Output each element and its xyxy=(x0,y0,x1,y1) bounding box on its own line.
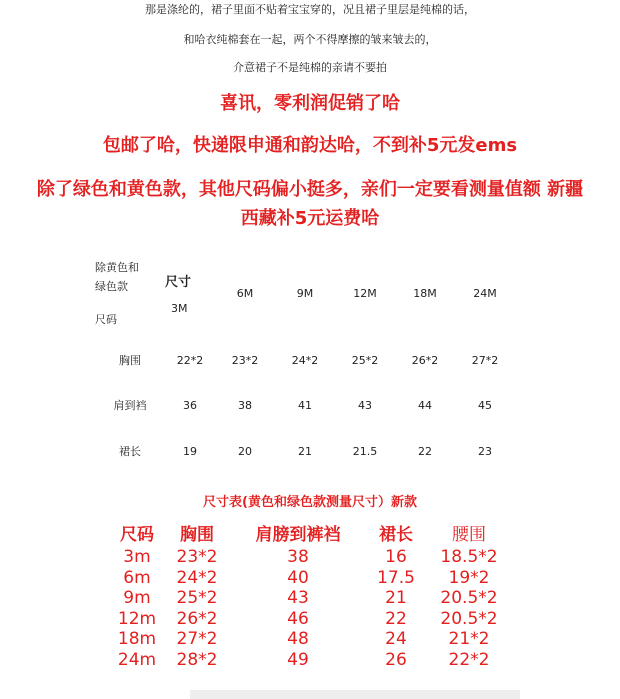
table-cell: 9m xyxy=(123,588,151,608)
table-cell: 22 xyxy=(385,608,407,629)
promo-extra-fee: 西藏补5元运费哈 xyxy=(240,208,380,229)
size-9m: 9M xyxy=(296,286,314,300)
table-header-row xyxy=(108,523,514,547)
table-cell: 19 xyxy=(183,444,197,458)
table-cell: 23*2 xyxy=(231,353,259,367)
header-note-line-3: 尺码 xyxy=(95,312,117,326)
table-cell: 23 xyxy=(478,444,492,458)
size-24m: 24M xyxy=(473,286,497,300)
table-cell: 46 xyxy=(287,608,309,629)
table-cell: 21*2 xyxy=(448,629,490,649)
header-note-line-1: 除黄色和 xyxy=(95,260,139,274)
size-table-general xyxy=(95,253,515,479)
col-header-shoulder-crotch: 肩膀到裤裆 xyxy=(255,525,341,545)
promo-headline: 喜讯，零利润促销了哈 xyxy=(220,93,400,114)
table-cell: 18m xyxy=(117,629,157,649)
size-12m: 12M xyxy=(353,286,377,300)
header-note-line-2: 绿色款 xyxy=(95,279,128,293)
table-row xyxy=(95,387,515,423)
table-cell: 26*2 xyxy=(176,608,218,629)
table-cell: 20.5*2 xyxy=(440,608,498,629)
size-18m: 18M xyxy=(413,286,437,300)
table-cell: 27*2 xyxy=(176,629,218,649)
table-header-note xyxy=(95,253,165,333)
table-cell: 22*2 xyxy=(448,649,490,670)
table-cell: 25*2 xyxy=(351,353,379,367)
note-line-1: 那是涤纶的，裙子里面不贴着宝宝穿的，况且裙子里层是纯棉的话， xyxy=(145,3,475,16)
table-cell: 21 xyxy=(385,588,407,608)
table-cell: 21 xyxy=(298,444,312,458)
table-cell: 22 xyxy=(418,444,432,458)
promo-shipping: 包邮了哈，快递限申通和韵达哈，不到补5元发ems xyxy=(102,135,518,156)
table-cell: 24m xyxy=(117,649,157,670)
col-header-size: 尺码 xyxy=(120,525,154,545)
table-cell: 28*2 xyxy=(176,649,218,670)
table-cell: 12m xyxy=(117,608,157,629)
row-label: 裙长 xyxy=(119,445,141,458)
table-cell: 38 xyxy=(238,398,252,412)
table-cell: 25*2 xyxy=(176,588,218,608)
table-cell: 17.5 xyxy=(377,567,415,588)
table-cell: 20 xyxy=(238,444,252,458)
table-cell: 23*2 xyxy=(176,547,218,567)
size-col-3m xyxy=(165,253,215,333)
table-row xyxy=(95,423,515,479)
table-cell: 24 xyxy=(385,629,407,649)
table-row xyxy=(108,629,514,650)
table-cell: 26 xyxy=(385,649,407,670)
row-label: 肩到裆 xyxy=(113,399,147,412)
note-line-3: 介意裙子不是纯棉的亲请不要拍 xyxy=(233,61,387,74)
size-label: 尺寸 xyxy=(165,275,192,290)
table-cell: 48 xyxy=(287,629,309,649)
table-cell: 21.5 xyxy=(352,444,378,458)
table-cell: 41 xyxy=(298,398,312,412)
col-header-chest: 胸围 xyxy=(180,525,214,545)
table-cell: 36 xyxy=(183,398,197,412)
table-cell: 22*2 xyxy=(176,353,204,367)
table-cell: 24*2 xyxy=(291,353,319,367)
table-cell: 43 xyxy=(287,588,309,608)
table-cell: 49 xyxy=(287,649,309,670)
table-cell: 40 xyxy=(287,567,309,588)
table-row xyxy=(95,333,515,387)
table-row xyxy=(108,547,514,568)
table-cell: 18.5*2 xyxy=(440,547,498,567)
table-cell: 16 xyxy=(385,547,407,567)
table-cell: 27*2 xyxy=(471,353,499,367)
size-6m: 6M xyxy=(236,286,254,300)
table-cell: 45 xyxy=(478,398,492,412)
table-cell: 44 xyxy=(418,398,432,412)
table-cell: 6m xyxy=(123,567,151,588)
size-table-title: 尺寸表(黄色和绿色款测量尺寸）新款 xyxy=(203,495,417,510)
table-cell: 26*2 xyxy=(411,353,439,367)
note-line-2: 和哈衣纯棉套在一起，两个不得摩擦的皱来皱去的， xyxy=(183,33,437,46)
col-header-waist: 腰围 xyxy=(452,525,486,545)
table-row xyxy=(108,588,514,609)
row-label: 胸围 xyxy=(119,354,141,367)
table-cell: 43 xyxy=(358,398,372,412)
table-row xyxy=(108,568,514,589)
table-cell: 20.5*2 xyxy=(440,588,498,608)
promo-size-warning: 除了绿色和黄色款，其他尺码偏小挺多，亲们一定要看测量值额 新疆 xyxy=(36,179,584,200)
size-3m: 3M xyxy=(171,302,188,315)
bottom-image-edge xyxy=(190,690,520,699)
table-row xyxy=(108,650,514,671)
col-header-length: 裙长 xyxy=(379,525,413,545)
table-cell: 38 xyxy=(287,547,309,567)
table-row xyxy=(108,609,514,630)
table-cell: 19*2 xyxy=(448,567,490,588)
table-cell: 24*2 xyxy=(176,567,218,588)
table-cell: 3m xyxy=(123,547,151,567)
size-table-new xyxy=(108,523,514,670)
